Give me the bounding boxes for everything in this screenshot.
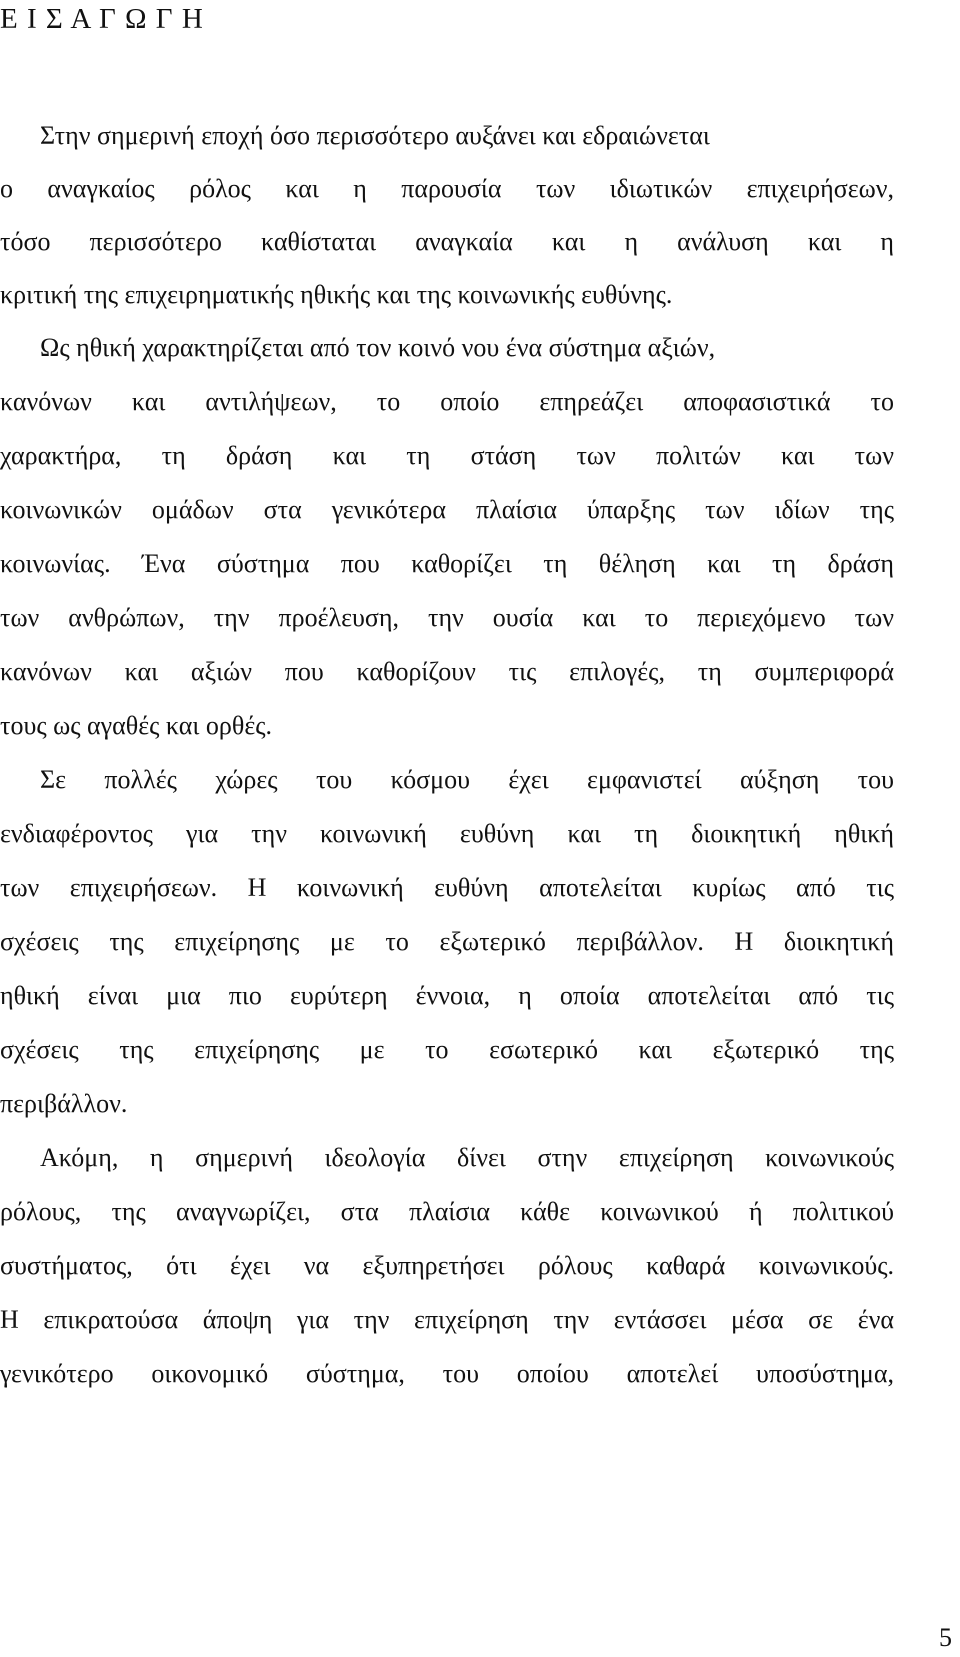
text-line: γενικότερο οικονομικό σύστημα, του οποίου αποτελεί υποσύστημα, xyxy=(0,1359,894,1388)
text-line: κοινωνίας. Ένα σύστημα που καθορίζει τη θέληση και τη δράση xyxy=(0,549,894,578)
text-line: κοινωνικών ομάδων στα γενικότερα πλαίσια ύπαρξης των ιδίων της xyxy=(0,495,894,524)
text-line: χαρακτήρα, τη δράση και τη στάση των πολιτών και των xyxy=(0,441,894,470)
text-line: Ακόμη, η σημερινή ιδεολογία δίνει στην επιχείρηση κοινωνικούς xyxy=(40,1143,894,1172)
text-line: Στην σημερινή εποχή όσο περισσότερο αυξάνει και εδραιώνεται xyxy=(40,121,710,150)
text-line: σχέσεις της επιχείρησης με το εσωτερικό και εξωτερικό της xyxy=(0,1035,894,1064)
text-line: τους ως αγαθές και ορθές. xyxy=(0,711,273,740)
text-line: κανόνων και αξιών που καθορίζουν τις επιλογές, τη συμπεριφορά xyxy=(0,657,894,686)
text-line: σχέσεις της επιχείρησης με το εξωτερικό περιβάλλον. Η διοικητική xyxy=(0,927,894,956)
text-line: συστήματος, ότι έχει να εξυπηρετήσει ρόλους καθαρά κοινωνικούς. xyxy=(0,1251,894,1280)
text-line: κριτική της επιχειρηματικής ηθικής και της κοινωνικής ευθύνης. xyxy=(0,280,673,309)
section-heading: Ε Ι Σ Α Γ Ω Γ Η xyxy=(0,3,204,35)
text-line: κανόνων και αντιλήψεων, το οποίο επηρεάζει αποφασιστικά το xyxy=(0,387,894,416)
text-line: περιβάλλον. xyxy=(0,1089,128,1118)
text-line: ηθική είναι μια πιο ευρύτερη έννοια, η οποία αποτελείται από τις xyxy=(0,981,894,1010)
text-line: ενδιαφέροντος για την κοινωνική ευθύνη και τη διοικητική ηθική xyxy=(0,819,894,848)
text-line: των ανθρώπων, την προέλευση, την ουσία και το περιεχόμενο των xyxy=(0,603,894,632)
text-line: τόσο περισσότερο καθίσταται αναγκαία και η ανάλυση και η xyxy=(0,227,894,256)
text-line: των επιχειρήσεων. Η κοινωνική ευθύνη αποτελείται κυρίως από τις xyxy=(0,873,894,902)
page-number: 5 xyxy=(939,1623,952,1652)
text-line: ο αναγκαίος ρόλος και η παρουσία των ιδιωτικών επιχειρήσεων, xyxy=(0,174,894,203)
text-line: Ως ηθική χαρακτηρίζεται από τον κοινό νου ένα σύστημα αξιών, xyxy=(40,333,716,362)
text-line: Η επικρατούσα άποψη για την επιχείρηση την εντάσσει μέσα σε ένα xyxy=(0,1305,894,1334)
text-line: Σε πολλές χώρες του κόσμου έχει εμφανιστεί αύξηση του xyxy=(40,765,894,794)
text-line: ρόλους, της αναγνωρίζει, στα πλαίσια κάθε κοινωνικού ή πολιτικού xyxy=(0,1197,894,1226)
